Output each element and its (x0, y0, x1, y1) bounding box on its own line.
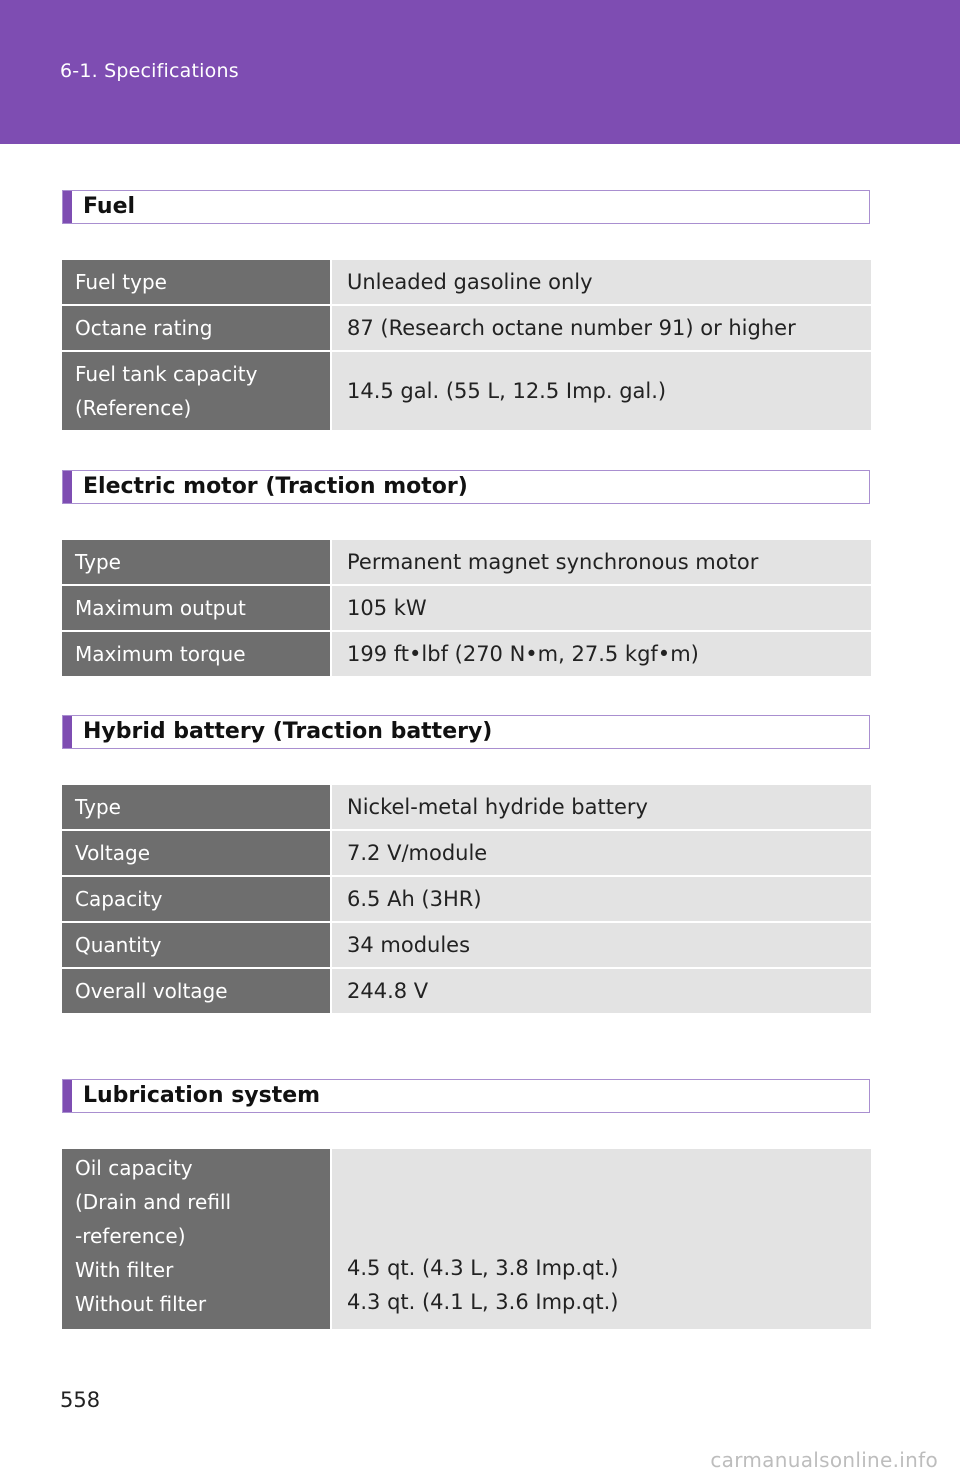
table-row (62, 306, 871, 350)
table-row (62, 260, 871, 304)
watermark: carmanualsonline.info (710, 1448, 938, 1472)
row-label: Maximum torque (62, 632, 330, 676)
title-accent-bar (63, 191, 72, 223)
battery-title-text: Hybrid battery (Traction battery) (83, 719, 493, 744)
row-value: 6.5 Ah (3HR) (332, 877, 871, 921)
motor-table (62, 540, 871, 678)
lubrication-title-text: Lubrication system (83, 1083, 321, 1108)
row-value: 105 kW (332, 586, 871, 630)
title-accent-bar (63, 471, 72, 503)
row-value: Nickel-metal hydride battery (332, 785, 871, 829)
title-accent-bar (63, 716, 72, 748)
table-row (62, 632, 871, 676)
row-value: Permanent magnet synchronous motor (332, 540, 871, 584)
table-row (62, 1149, 871, 1329)
motor-title-text: Electric motor (Traction motor) (83, 474, 468, 499)
row-label: Maximum output (62, 586, 330, 630)
table-row (62, 923, 871, 967)
battery-section-title (62, 715, 870, 749)
row-value: 34 modules (332, 923, 871, 967)
table-row (62, 352, 871, 430)
lubrication-section-title (62, 1079, 870, 1113)
row-value: 7.2 V/module (332, 831, 871, 875)
motor-section-title (62, 470, 870, 504)
row-value: 199 ft•lbf (270 N•m, 27.5 kgf•m) (332, 632, 871, 676)
table-row (62, 540, 871, 584)
page-number: 558 (60, 1388, 101, 1412)
row-value: 14.5 gal. (55 L, 12.5 Imp. gal.) (332, 352, 871, 430)
row-label: Oil capacity (Drain and refill -reference) With filter Without filter (62, 1149, 330, 1329)
page-header (0, 0, 960, 144)
fuel-table (62, 260, 871, 432)
table-row (62, 969, 871, 1013)
row-value: 244.8 V (332, 969, 871, 1013)
row-label: Capacity (62, 877, 330, 921)
fuel-title-text: Fuel (83, 194, 136, 219)
row-label: Quantity (62, 923, 330, 967)
battery-table (62, 785, 871, 1015)
row-label: Type (62, 540, 330, 584)
row-label: Overall voltage (62, 969, 330, 1013)
table-row (62, 785, 871, 829)
row-label: Fuel type (62, 260, 330, 304)
row-label: Fuel tank capacity (Reference) (62, 352, 330, 430)
section-breadcrumb: 6-1. Specifications (60, 60, 239, 82)
table-row (62, 586, 871, 630)
row-value: Unleaded gasoline only (332, 260, 871, 304)
fuel-section-title (62, 190, 870, 224)
lubrication-table (62, 1149, 871, 1331)
table-row (62, 831, 871, 875)
table-row (62, 877, 871, 921)
row-label: Voltage (62, 831, 330, 875)
title-accent-bar (63, 1080, 72, 1112)
row-label: Octane rating (62, 306, 330, 350)
row-label: Type (62, 785, 330, 829)
row-value: 87 (Research octane number 91) or higher (332, 306, 871, 350)
row-value: 4.5 qt. (4.3 L, 3.8 Imp.qt.) 4.3 qt. (4.1 L, 3.6 Imp.qt.) (332, 1149, 871, 1329)
